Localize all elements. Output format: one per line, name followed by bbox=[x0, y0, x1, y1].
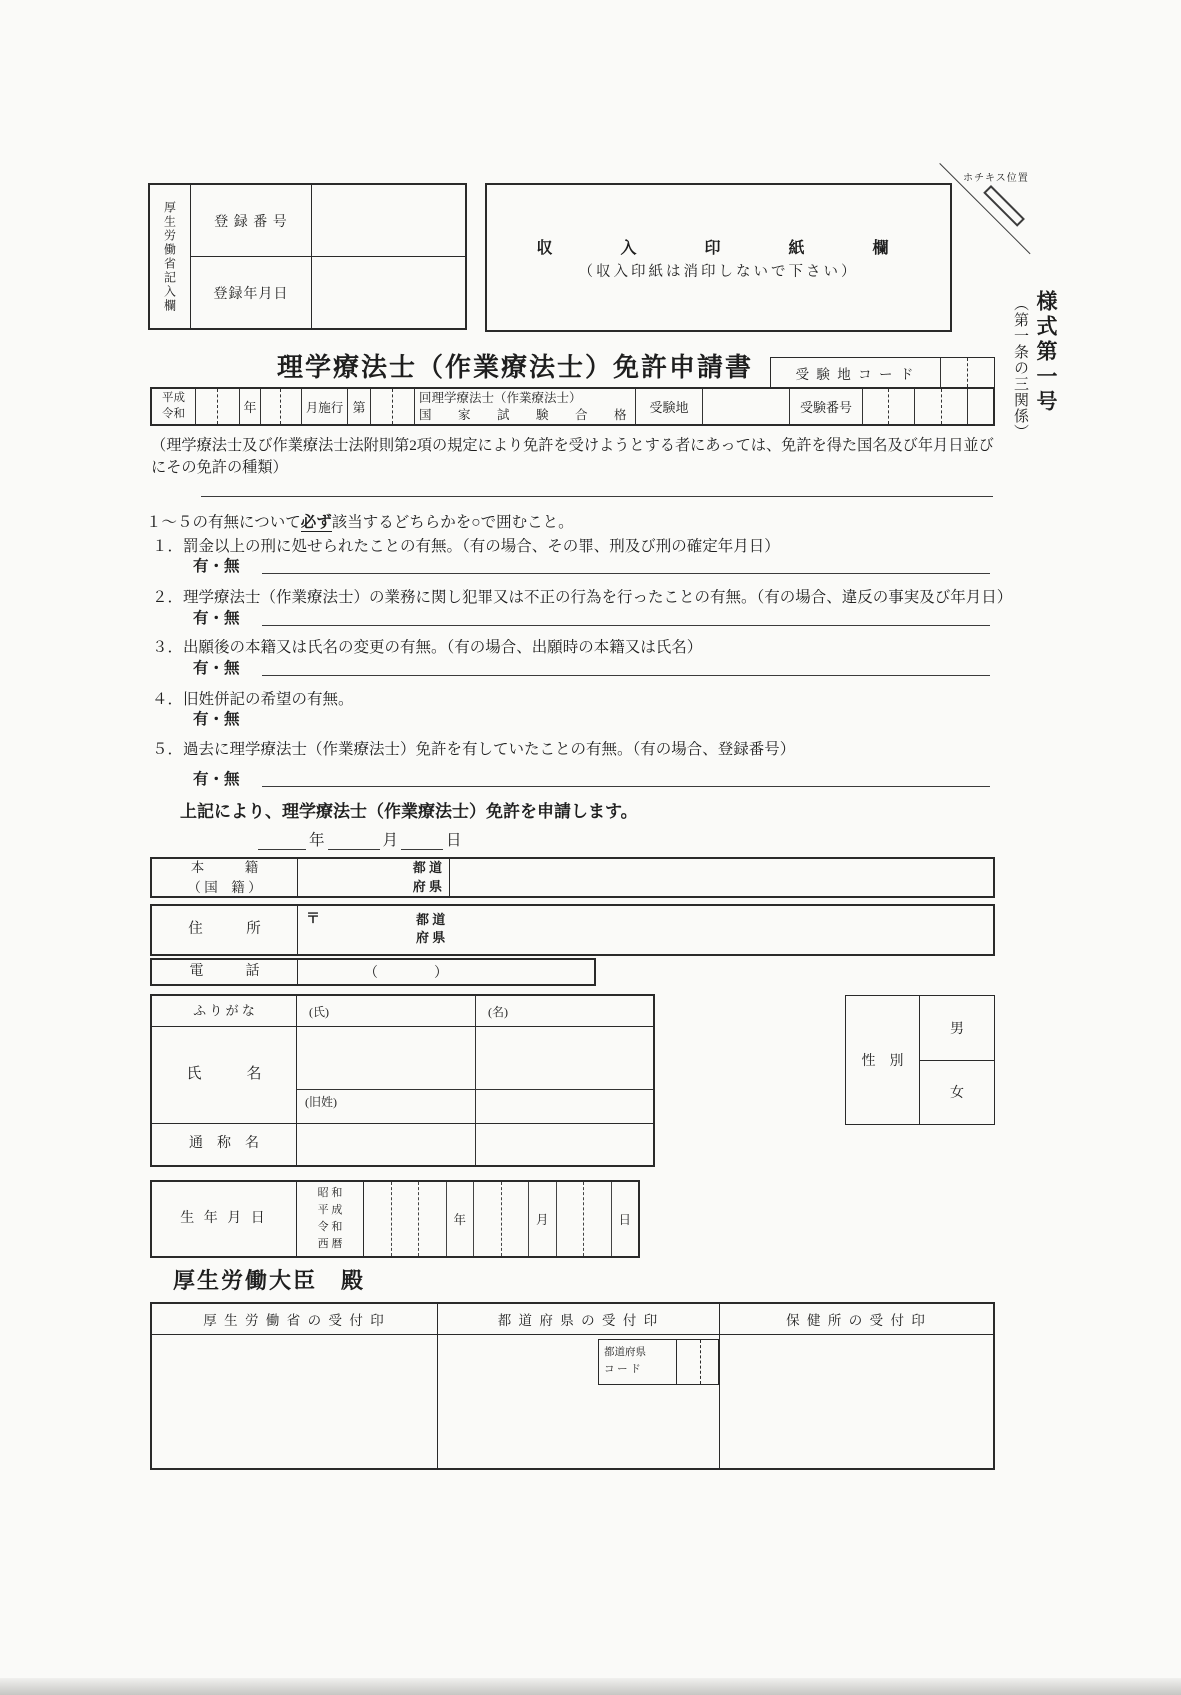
prefecture-code-label: 都道府県 コ ー ド bbox=[604, 1347, 646, 1375]
answer-line bbox=[262, 786, 990, 787]
exam-place-cell bbox=[702, 389, 789, 424]
health-center-receipt-cell bbox=[719, 1335, 993, 1468]
answer-line bbox=[262, 573, 990, 574]
name-label: 氏 名 bbox=[152, 1027, 297, 1123]
law-note-underline bbox=[201, 496, 993, 497]
alias-row bbox=[152, 1123, 653, 1165]
date-month-label: 月 bbox=[382, 832, 399, 849]
birthdate-row bbox=[150, 1180, 640, 1258]
maiden-name-area bbox=[297, 1089, 653, 1123]
page-title: 理学療法士（作業療法士）免許申請書 bbox=[276, 353, 753, 382]
phone-label: 電 話 bbox=[152, 960, 298, 984]
gender-label: 性 別 bbox=[846, 996, 920, 1124]
digit-cell bbox=[862, 389, 888, 424]
postal-mark: 〒 bbox=[306, 912, 320, 927]
digit-cell bbox=[280, 389, 301, 424]
digit-cell bbox=[418, 1182, 446, 1256]
exam-place-code-box bbox=[770, 357, 995, 388]
name-entry-area bbox=[297, 1027, 653, 1089]
question-3-choice bbox=[193, 657, 990, 676]
maiden-name-label: (旧姓) bbox=[305, 1095, 337, 1109]
exam-month-label: 月施行 bbox=[301, 389, 347, 424]
gender-female-cell: 女 bbox=[950, 1086, 964, 1102]
exam-place-code-label: 受 験 地 コ ー ド bbox=[795, 366, 916, 382]
yes-no-option: 有・無 bbox=[193, 659, 240, 677]
domicile-label: 本 籍 （ 国 籍 ） bbox=[152, 859, 298, 896]
furigana-family-cell: (氏) bbox=[309, 1004, 329, 1019]
form-code-main: 様式第一号 bbox=[1034, 290, 1058, 415]
exam-place-code-cell bbox=[940, 358, 967, 387]
exam-qualification-row bbox=[150, 387, 995, 426]
birth-month-label: 月 bbox=[528, 1182, 556, 1256]
domicile-entry-cell bbox=[450, 859, 993, 896]
receipt-header-row bbox=[152, 1304, 993, 1335]
domicile-row bbox=[150, 857, 995, 898]
answer-line bbox=[262, 675, 990, 676]
national-exam-pass-cell: 回理学療法士（作業療法士） 国 家 試 験 合 格 bbox=[414, 389, 635, 424]
digit-cell bbox=[195, 389, 217, 424]
question-4-choice bbox=[193, 708, 990, 727]
given-name-cell bbox=[475, 1027, 653, 1089]
receipt-stamp-table bbox=[150, 1302, 995, 1470]
registration-number-cell bbox=[312, 185, 465, 256]
registration-date-cell bbox=[312, 257, 465, 328]
question-1-choice bbox=[193, 555, 990, 574]
digit-cell bbox=[370, 389, 392, 424]
yes-no-option: 有・無 bbox=[193, 609, 240, 627]
question-2-text: ２．理学療法士（作業療法士）の業務に関し犯罪又は不正の行為を行ったことの有無。（有の場合、違反の事実及び年月日） bbox=[152, 589, 1013, 606]
birth-year-label: 年 bbox=[446, 1182, 474, 1256]
digit-cell bbox=[260, 389, 280, 424]
revenue-stamp-title: 収 入 印 紙 欄 bbox=[536, 239, 901, 257]
alias-family-cell bbox=[297, 1124, 475, 1165]
exam-number-label: 受験番号 bbox=[789, 389, 862, 424]
staple-position-note: ホチキス位置 bbox=[963, 173, 1029, 184]
name-table bbox=[150, 994, 655, 1167]
application-date-line bbox=[255, 828, 462, 850]
date-blank bbox=[258, 832, 306, 850]
phone-row bbox=[150, 958, 596, 986]
revenue-stamp-note: （収入印紙は消印しないで下さい） bbox=[578, 263, 859, 280]
date-blank bbox=[328, 832, 380, 850]
question-1-text: １．罰金以上の刑に処せられたことの有無。（有の場合、その罪、刑及び刑の確定年月日） bbox=[152, 538, 780, 555]
digit-cell bbox=[217, 389, 239, 424]
digit-cell bbox=[473, 1182, 501, 1256]
law-note: （理学療法士及び作業療法士法附則第2項の規定により免許を受けようとする者にあっては、免許を得た国名及び年月日並びにその免許の種類） bbox=[151, 437, 994, 476]
question-3-text: ３．出願後の本籍又は氏名の変更の有無。（有の場合、出願時の本籍又は氏名） bbox=[152, 639, 703, 656]
alias-given-cell bbox=[475, 1124, 653, 1165]
mhlw-receipt-header: 厚 生 労 働 省 の 受 付 印 bbox=[203, 1313, 386, 1328]
digit-cell bbox=[583, 1182, 611, 1256]
digit-cell bbox=[888, 389, 914, 424]
question-4-text: ４．旧姓併記の希望の有無。 bbox=[152, 691, 354, 708]
family-name-cell bbox=[297, 1027, 475, 1089]
birthdate-label: 生 年 月 日 bbox=[180, 1210, 268, 1226]
gender-box bbox=[845, 995, 995, 1125]
minister-addressee: 厚生労働大臣 殿 bbox=[173, 1268, 366, 1293]
digit-cell bbox=[391, 1182, 419, 1256]
digit-cell bbox=[967, 389, 993, 424]
digit-cell bbox=[501, 1182, 529, 1256]
instruction-emphasis: 必ず bbox=[300, 514, 332, 531]
question-5-text: ５．過去に理学療法士（作業療法士）免許を有していたことの有無。（有の場合、登録番号） bbox=[152, 741, 796, 758]
ministry-entry-box bbox=[148, 183, 467, 330]
digit-cell bbox=[392, 389, 414, 424]
furigana-given-cell: (名) bbox=[475, 996, 653, 1026]
address-prefecture-label: 都 道 府 県 bbox=[416, 912, 446, 946]
yes-no-option: 有・無 bbox=[193, 557, 240, 575]
maiden-name-cell bbox=[475, 1090, 653, 1123]
date-day-label: 日 bbox=[446, 832, 462, 849]
exam-dai-label: 第 bbox=[347, 389, 370, 424]
prefecture-code-box bbox=[598, 1339, 719, 1385]
digit-cell bbox=[676, 1340, 700, 1384]
alias-label: 通 称 名 bbox=[152, 1124, 297, 1165]
answer-line bbox=[262, 625, 990, 626]
name-row bbox=[152, 1027, 653, 1123]
registration-number-label: 登 録 番 号 bbox=[191, 185, 312, 256]
yes-no-option: 有・無 bbox=[193, 770, 240, 788]
address-entry-cell bbox=[298, 906, 993, 954]
form-code-sub: （第一条の三関係） bbox=[1012, 296, 1028, 440]
revenue-stamp-box bbox=[485, 183, 952, 332]
scan-edge bbox=[0, 1678, 1181, 1695]
birth-day-label: 日 bbox=[611, 1182, 639, 1256]
circle-instruction: １～５の有無について必ず該当するどちらかを○で囲むこと。 bbox=[146, 514, 574, 531]
exam-place-label: 受験地 bbox=[635, 389, 702, 424]
prefecture-receipt-cell bbox=[437, 1335, 719, 1468]
form-code bbox=[1010, 290, 1061, 560]
digit-cell bbox=[941, 389, 967, 424]
digit-cell bbox=[556, 1182, 584, 1256]
question-5-choice bbox=[193, 768, 990, 787]
ministry-entry-vertical-label: 厚生労働省記入欄 bbox=[150, 185, 191, 328]
digit-cell bbox=[914, 389, 940, 424]
registration-date-label: 登録年月日 bbox=[191, 257, 312, 328]
exam-place-code-cell bbox=[967, 358, 994, 387]
address-row bbox=[150, 904, 995, 956]
prefecture-receipt-header: 都 道 府 県 の 受 付 印 bbox=[437, 1304, 719, 1334]
registration-date-row bbox=[191, 257, 465, 328]
registration-number-row bbox=[191, 185, 465, 257]
gender-male-cell: 男 bbox=[920, 996, 994, 1061]
domicile-prefecture-cell: 都 道 府 県 bbox=[298, 859, 450, 896]
furigana-label: ふ り が な bbox=[152, 996, 297, 1026]
era-cell: 平成 令和 bbox=[162, 391, 185, 420]
era-selector-cell: 昭 和 平 成 令 和 西 暦 bbox=[296, 1182, 364, 1256]
exam-year-label: 年 bbox=[239, 389, 260, 424]
question-2-choice bbox=[193, 607, 990, 626]
declaration-statement: 上記により、理学療法士（作業療法士）免許を申請します。 bbox=[180, 802, 638, 821]
mhlw-receipt-cell bbox=[152, 1335, 437, 1468]
address-label: 住 所 bbox=[152, 906, 298, 954]
furigana-row bbox=[152, 996, 653, 1027]
phone-entry-cell: （ ） bbox=[364, 966, 448, 981]
staple-icon bbox=[983, 185, 1025, 227]
date-blank bbox=[401, 832, 443, 850]
date-year-label: 年 bbox=[309, 832, 325, 849]
digit-cell bbox=[364, 1182, 391, 1256]
health-center-receipt-header: 保 健 所 の 受 付 印 bbox=[719, 1304, 993, 1334]
yes-no-option: 有・無 bbox=[193, 710, 240, 728]
